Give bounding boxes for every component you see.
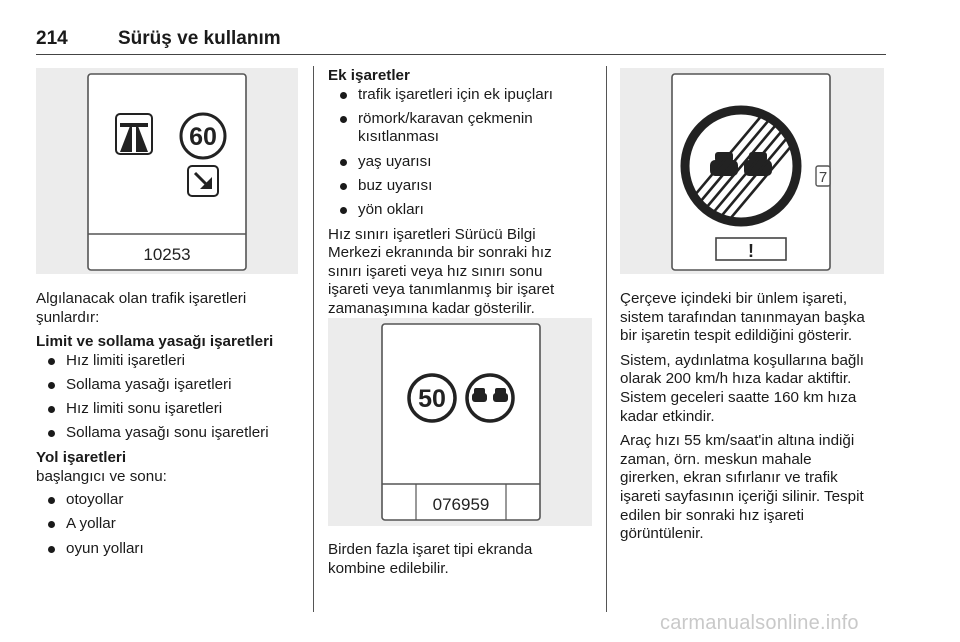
section-heading: Limit ve sollama yasağı işaretleri [36,333,274,351]
motorway-icon [116,114,152,154]
column-divider-1 [313,66,314,612]
text-line: Hız sınırı işaretleri Sürücü Bilgi [328,225,536,243]
list-item: otoyollar [36,491,306,510]
list-item: yön okları [328,201,596,220]
figure-code: 10253 [143,245,191,264]
text-line: Çerçeve içindeki bir ünlem işareti, [620,290,848,307]
list-item: Sollama yasağı işaretleri [36,376,306,395]
arrow-down-right-icon [188,166,218,196]
text-line: zaman, örn. meskun mahale [620,450,812,468]
list-item: römork/karavan çekmenin kısıtlanması [328,110,596,147]
section-heading: Yol işaretleri [36,448,127,466]
text-line: sınırı işareti veya hız sınırı sonu [328,262,543,280]
section-heading: Ek işaretler [328,67,410,84]
text-line: olarak 200 km/h hıza kadar aktiftir. [620,370,852,388]
speed-limit-50-icon [409,375,455,421]
text-line: işareti sayfasının içeriği silinir. Tespit [620,487,864,505]
text-line: Sistem geceleri saatte 160 km hıza [620,388,857,406]
column-1 [36,290,306,564]
speed-60-text: 60 [189,123,217,151]
list-item: Hız limiti işaretleri [36,352,306,371]
list-item: oyun yolları [36,540,306,559]
text-line: bir işaretin tespit edildiğini gösterir. [620,327,853,345]
speed-limit-60-icon [181,114,225,158]
text-line: girerken, ekran sıfırlanır ve trafik [620,469,838,487]
paragraph [620,290,895,346]
section-subheading: başlangıcı ve sonu: [36,467,167,485]
list-item: buz uyarısı [328,177,596,196]
speed-50-text: 50 [418,385,446,413]
text-line: kombine edilebilir. [328,559,449,577]
column-divider-2 [606,66,607,612]
paragraph [620,432,895,544]
supplementary-sign-icon [816,166,830,186]
text-line: işareti veya tanımlanmış bir işaret [328,281,555,299]
list-item: Hız limiti sonu işaretleri [36,400,306,419]
text-line: zamanaşımına kadar gösterilir. [328,299,535,317]
bullet-list [36,491,306,558]
paragraph [620,352,895,426]
text-line: kadar etkindir. [620,407,715,425]
list-item: trafik işaretleri için ek ipuçları [328,86,596,105]
text-line: Birden fazla işaret tipi ekranda [328,541,533,558]
figure-speed-overtaking-display [328,318,592,526]
no-overtaking-icon [467,375,513,421]
text-line: edilen bir sonraki hız işareti [620,506,805,524]
exclamation-mark: ! [748,241,754,261]
text-line: Araç hızı 55 km/saat'in altına indiği [620,432,855,450]
bullet-list [328,86,596,220]
intro-line-1: Algılanacak olan trafik işaretleri [36,290,247,307]
text-line: Sistem, aydınlatma koşullarına bağlı [620,351,864,369]
column-3 [620,290,895,550]
figure-code: 076959 [432,495,490,514]
page-title: Sürüş ve kullanım [118,28,281,49]
text-line: Merkezi ekranında bir sonraki hız [328,244,552,262]
list-item: A yollar [36,515,306,534]
list-item: Sollama yasağı sonu işaretleri [36,424,306,443]
watermark: carmanualsonline.info [660,612,859,634]
list-item: yaş uyarısı [328,153,596,172]
intro-line-2: şunlardır: [36,308,100,326]
column-2 [328,67,596,325]
figure-caption [328,541,596,578]
bullet-list [36,352,306,443]
text-line: sistem tarafından tanınmayan başka [620,308,865,326]
page-header [36,28,886,55]
figure-end-no-overtaking-display [620,68,884,274]
text-line: görüntülenir. [620,525,704,543]
page-number: 214 [36,28,68,49]
figure-motorway-display [36,68,298,274]
paragraph [328,226,596,319]
supplementary-digit: 7 [818,169,828,186]
